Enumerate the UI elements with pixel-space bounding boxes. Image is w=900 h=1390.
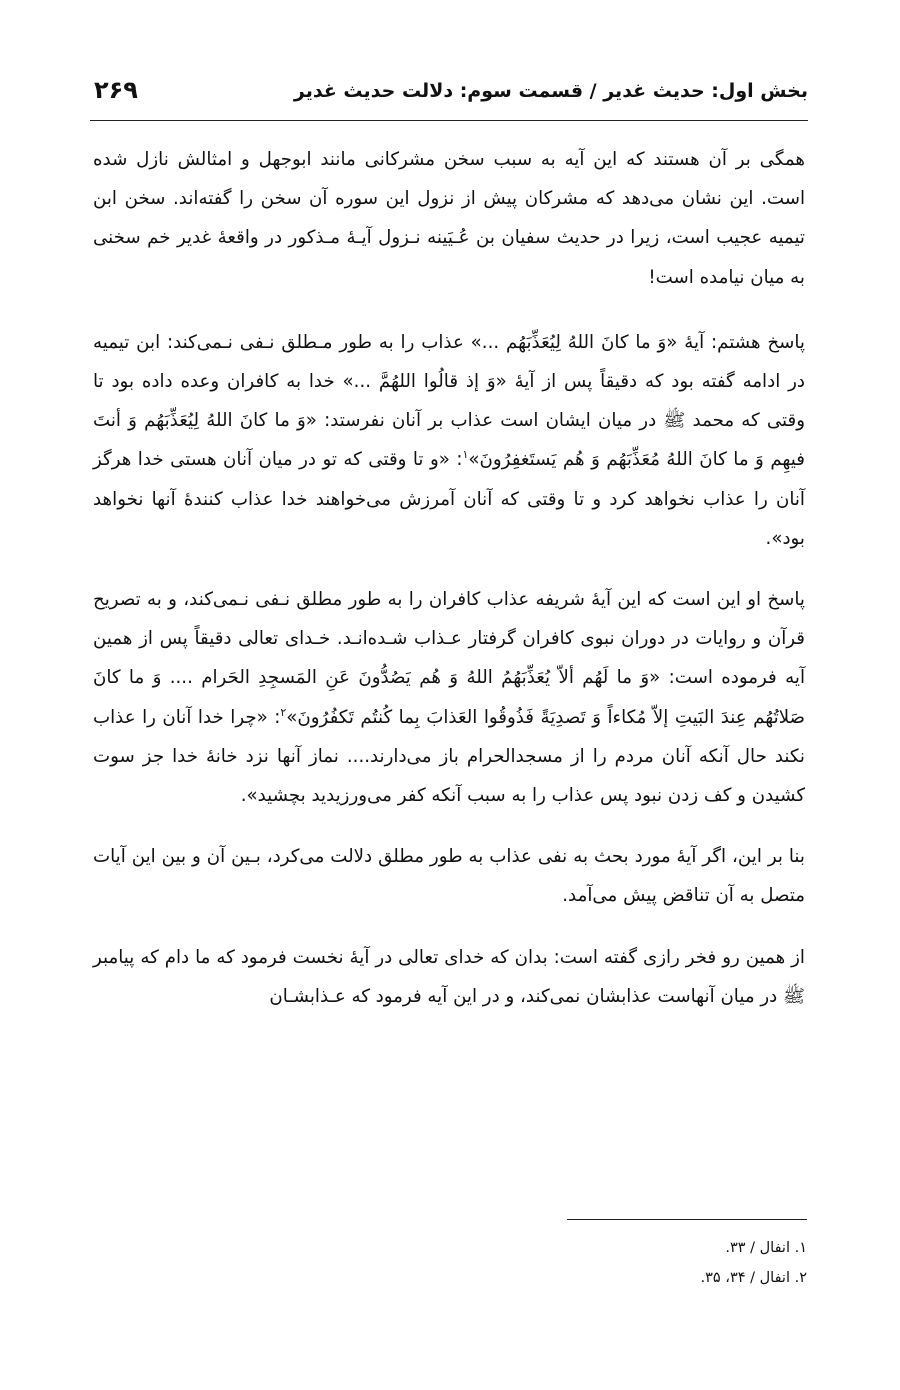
footnote-1: ۱. انفال / ۳۳. (725, 1240, 807, 1256)
paragraph-4: بنا بر این، اگر آیهٔ مورد بحث به نفی عذاب به طور مطلق دلالت می‌کرد، بـین آن و بین این آیات متصل به آن تناقض پیش می‌آمد. (93, 846, 805, 907)
footnote-divider (567, 1219, 807, 1220)
paragraph-2-text: پاسخ هشتم: آیهٔ «وَ ما کانَ اللهُ لِیُعَذِّبَهُم ...» عذاب را به طور مـطلق نـفی نـمی‌کند: ابن تیمیه در ادامه گفته بود که دقیقاً پس از آیهٔ «وَ إذ قالُوا اللهُمَّ ...» خدا به کافران وعده داده بود تا وقتی که محمد ﷺ در میان ایشان است عذاب بر آنان نفرستد: «وَ ما کانَ اللهُ لِیُعَذِّبَهُم وَ أنتَ فیهِم وَ ما کانَ اللهُ مُعَذِّبَهُم وَ هُم یَستَغفِرُونَ» (93, 331, 805, 471)
paragraph-2-translation: : «و تا وقتی که تو در میان آنان هستی خدا هرگز آنان را عذاب نخواهد کرد و تا وقتی که آنان آمرزش می‌خواهند خدا عذاب کنندهٔ آنها نخواهد بود». (93, 449, 805, 549)
footnote-2: ۲. انفال / ۳۴، ۳۵. (700, 1270, 807, 1286)
page-header (90, 70, 808, 121)
footnote-marker-1[interactable]: ۱ (462, 448, 469, 462)
running-head: بخش اول: حدیث غدیر / قسمت سوم: دلالت حدیث غدیر (293, 80, 808, 102)
paragraph-2 (93, 323, 805, 558)
paragraph-3 (93, 580, 805, 815)
main-text (93, 140, 805, 1038)
footnotes (700, 1233, 807, 1293)
paragraph-5: از همین رو فخر رازی گفته است: بدان که خدای تعالی در آیهٔ نخست فرمود که ما دام که پیامبر ﷺ در میان آنهاست عذابشان نمی‌کند، و در این آیه فرمود که عـذابشـان (93, 946, 805, 1007)
paragraph-3-translation: : «چرا خدا آنان را عذاب نکند حال آنکه آنان مردم را از مسجدالحرام باز می‌دارند.... نماز آنها نزد خانهٔ خدا جز سوت کشیدن و کف زدن نبود پس عذاب را به سبب آنکه کفر می‌ورزیدید بچشید». (93, 706, 805, 807)
footnote-marker-2[interactable]: ۲ (280, 705, 287, 719)
paragraph-3-text: پاسخ او این است که این آیهٔ شریفه عذاب کافران را به طور مطلق نـفی نـمی‌کند، و به تصریح قرآن و روایات در دوران نبوی کافران گرفتار عـذاب شـده‌انـد. خـدای تعالی دقیقاً پس از همین آیه فرموده است: «وَ ما لَهُم ألاّ یُعَذِّبَهُمُ اللهُ وَ هُم یَصُدُّونَ عَنِ المَسجِدِ الحَرام .... وَ ما کانَ صَلاتُهُم عِندَ البَیتِ إلاّ مُکاءاً وَ تَصدِیَةً فَذُوقُوا العَذابَ بِما کُنتُم تَکفُرُونَ» (93, 589, 805, 728)
paragraph-1: همگی بر آن هستند که این آیه به سبب سخن مشرکانی مانند ابوجهل و امثالش نازل شده است. این نشان می‌دهد که مشرکان پیش از نزول این سوره آن سخن را گفته‌اند. سخن ابن تیمیه عجیب است، زیرا در حدیث سفیان بن عُـیَینه نـزول آیـهٔ مـذکور در واقعهٔ غدیر خم سخنی به میان نیامده است! (93, 149, 805, 288)
page-number: ۲۶۹ (94, 76, 138, 104)
